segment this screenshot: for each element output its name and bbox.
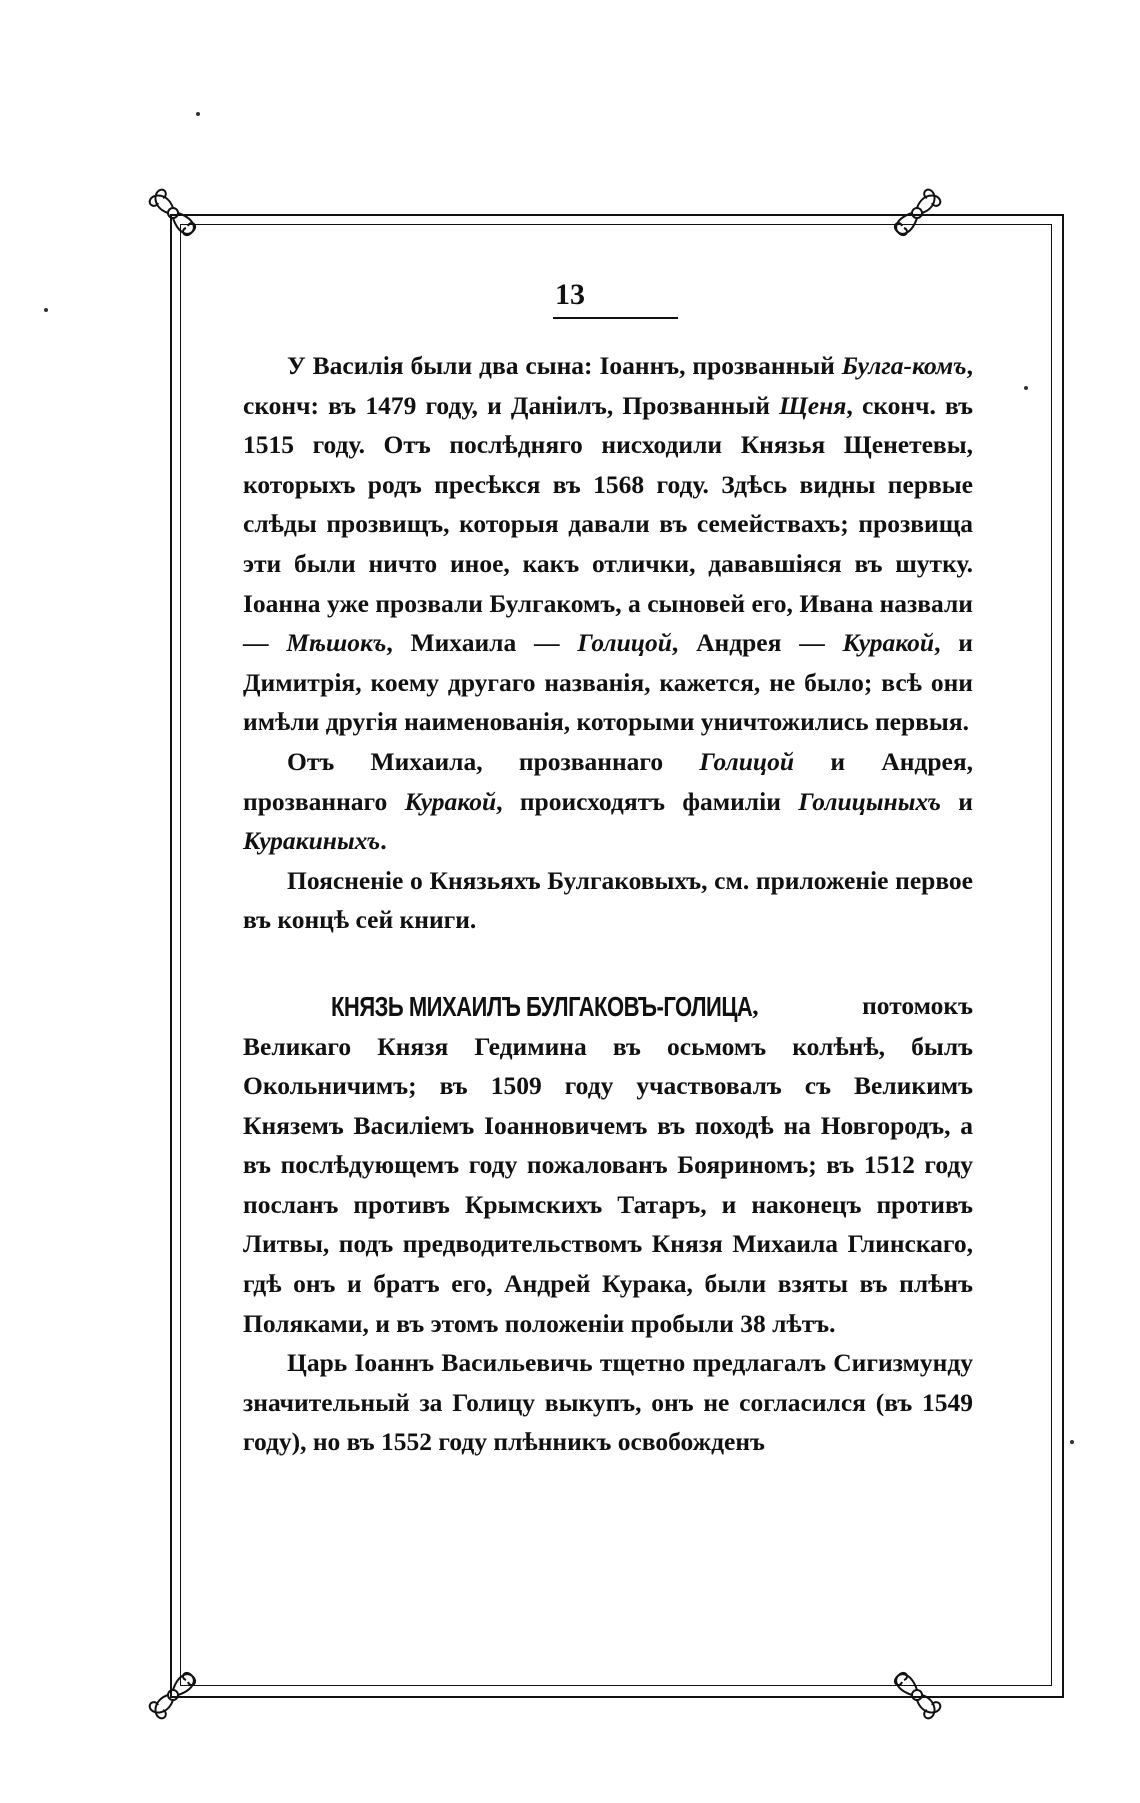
section-heading: КНЯЗЬ МИХАИЛЪ БУЛГАКОВЪ-ГОЛИЦА bbox=[331, 990, 753, 1022]
text-run: Царь Іоаннъ Васильевичь тщетно предлагалъ Сигизмунду значительный за Голицу выкупъ, онъ не согласился (въ 1549 году), но въ 1552 году плѣнникъ освобожденъ bbox=[243, 1348, 973, 1457]
italic-text: Голицой bbox=[577, 628, 672, 658]
corner-ornament-bottom-right bbox=[882, 1660, 952, 1730]
page-number: 13 bbox=[555, 278, 585, 311]
text-run: У Василія были два сына: Іоаннъ, прозванный bbox=[287, 351, 842, 380]
text-run: Поясненіе о Князьяхъ Булгаковыхъ, см. приложеніе первое въ концѣ сей книги. bbox=[243, 865, 973, 935]
italic-text: Голицой bbox=[699, 746, 795, 776]
text-run: , и Димитрія, коему другаго названія, кажется, не было; всѣ они имѣли другія наименованія, которыми уничтожились первыя. bbox=[243, 628, 973, 737]
text-run: , происходятъ фамиліи bbox=[496, 786, 799, 816]
print-speck bbox=[1070, 1440, 1074, 1444]
text-run: . bbox=[380, 826, 387, 856]
italic-text: Мѣшокъ bbox=[286, 628, 387, 658]
print-speck bbox=[196, 112, 200, 116]
text-run: Отъ Михаила, прозваннаго bbox=[287, 746, 700, 776]
text-run: , Михаила — bbox=[386, 628, 578, 658]
italic-text: Куракиныхъ bbox=[243, 826, 381, 856]
corner-ornament-top-left bbox=[138, 178, 208, 248]
text-run: , потомокъ Великаго Князя Гедимина въ осьмомъ колѣнѣ, былъ Окольничимъ; въ 1509 году участвовалъ съ Великимъ Княземъ Василіемъ Іоанновичемъ въ походѣ на Новгородъ, а въ послѣдующемъ году пожалованъ Бояриномъ; въ 1512 году посланъ противъ Крымскихъ Татаръ, и наконецъ противъ Литвы, подъ предводительствомъ Князя Михаила Глинскаго, гдѣ онъ и братъ его, Андрей Курака, были взяты въ плѣнъ Поляками, и въ этомъ положеніи пробыли 38 лѣтъ. bbox=[243, 990, 973, 1338]
flourish-ornament-icon bbox=[138, 178, 208, 248]
paragraph bbox=[243, 742, 973, 861]
print-speck bbox=[1024, 386, 1028, 390]
italic-text: Булга- bbox=[841, 351, 912, 380]
corner-ornament-top-right bbox=[882, 178, 952, 248]
text-run: , сконч: въ 1479 году, и Даніилъ, Прозванный bbox=[243, 351, 973, 420]
paragraph bbox=[243, 1343, 973, 1462]
paragraph-gap bbox=[243, 940, 973, 986]
flourish-ornament-icon bbox=[138, 1660, 208, 1730]
body-text bbox=[243, 346, 973, 1462]
corner-ornament-bottom-left bbox=[138, 1660, 208, 1730]
text-run: , Андрея — bbox=[671, 628, 843, 658]
italic-text: комъ bbox=[911, 351, 967, 380]
page-number-rule bbox=[553, 317, 678, 319]
flourish-ornament-icon bbox=[882, 178, 952, 248]
italic-text: Куракой bbox=[842, 628, 935, 658]
paragraph bbox=[243, 861, 973, 940]
paragraph bbox=[243, 346, 973, 742]
text-run: , сконч. въ 1515 году. Отъ послѣдняго нисходили Князья Щенетевы, которыхъ родъ пресѣкся въ 1568 году. Здѣсь видны первые слѣды прозвищъ, которыя давали въ семействахъ; прозвища эти были ничто иное, какъ отлички, дававшіяся въ шутку. Іоанна уже прозвали Булгакомъ, а сыновей его, Ивана назвали — bbox=[243, 390, 973, 658]
flourish-ornament-icon bbox=[882, 1660, 952, 1730]
text-run: и bbox=[940, 786, 973, 816]
italic-text: Куракой bbox=[404, 786, 497, 816]
paragraph bbox=[243, 986, 973, 1343]
italic-text: Щеня bbox=[779, 390, 847, 420]
text-run: и Андрея, прозваннаго bbox=[243, 746, 973, 816]
italic-text: Голицыныхъ bbox=[798, 786, 941, 816]
